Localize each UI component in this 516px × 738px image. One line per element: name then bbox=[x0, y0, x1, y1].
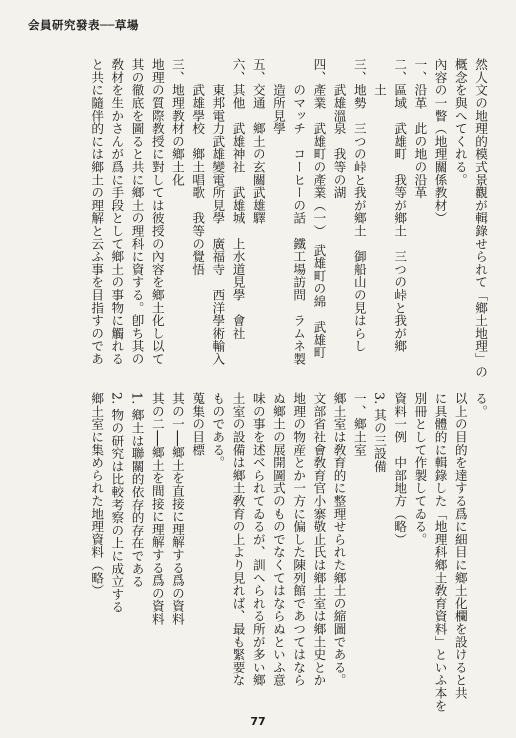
text-column: 味の事を述べられてゐるが、訓へられる所が多い鄉 bbox=[250, 392, 266, 687]
page-number: 77 bbox=[250, 715, 266, 728]
text-column: 內容の一瞥（地理關係教材） bbox=[432, 58, 448, 225]
text-column: 二、區域 武雄町 我等が鄉土 三つの峠と我が鄉 bbox=[392, 58, 408, 353]
text-column: 武雄溫泉 我等の湖 bbox=[331, 58, 347, 199]
text-column: ものである。 bbox=[210, 392, 226, 469]
text-column: ぬ鄉土の展開圖式のものでなくてはならぬといふ意 bbox=[270, 392, 286, 687]
text-column: 3. 其の三設備 bbox=[371, 392, 387, 473]
text-column: 一、鄉土室 bbox=[351, 392, 367, 456]
text-column: 概念を與へてくれる。 bbox=[452, 58, 468, 186]
text-column: 資料一例 中部地方（略） bbox=[392, 392, 408, 546]
text-column: 三、地理教材の鄉土化 bbox=[169, 58, 185, 186]
text-column: 武雄學校 鄉土唱歌 我等の覺悟 bbox=[190, 58, 206, 276]
text-column: 鄉土室に集められた地理資料（略） bbox=[89, 392, 105, 597]
running-header: 会員研究發表──草場 bbox=[28, 18, 139, 32]
text-column: と共に隨伴的には鄉土の理解と云ふ事を目指すのであ bbox=[89, 58, 105, 366]
text-column: 其の徹底を圖ると共に鄉土の理科に資する。卽ち其の bbox=[129, 58, 145, 366]
text-column: 其の二──鄉土を間接に理解する爲の資料 bbox=[149, 392, 165, 626]
text-column: 地理の質際教授に對しては彼授の內容を鄉土化し以て bbox=[149, 58, 165, 366]
text-column: 土 bbox=[371, 58, 387, 97]
text-column: 六、其他 武雄神社 武雄城 上水道見學 會社 bbox=[230, 58, 246, 340]
text-column: 其の一──鄉土を直接に理解する爲の資料 bbox=[169, 392, 185, 626]
text-column: に具體的に輯錄した「地理科鄉土敎育資料」といふ本を bbox=[432, 392, 448, 712]
text-column: 敎材を生かさんが爲に手段として鄉土の事物に觸れる bbox=[109, 58, 125, 366]
text-column: 蒐集の目標 bbox=[190, 392, 206, 456]
upper-text-block bbox=[86, 58, 490, 378]
text-column: 2. 物の研究は比較考察の上に成立する bbox=[109, 392, 125, 614]
text-column: 以上の目的を達する爲に細目に鄉土化欄を設けると共 bbox=[452, 392, 468, 700]
lower-text-block bbox=[86, 392, 490, 710]
text-column: 然人文の地理的模式景觀が輯錄せられて「鄉土地理」の bbox=[473, 58, 488, 378]
text-column: 1. 鄉土は聯關的依存的存在である bbox=[129, 392, 145, 588]
text-column: 一、沿革 此の地の沿革 bbox=[412, 58, 428, 199]
text-column: 東邦電力武雄變電所見學 廣福寺 西洋學術輸入 bbox=[210, 58, 226, 366]
text-column: 鄉土室は敎育的に整理せられた鄉土の縮圖である。 bbox=[331, 392, 347, 687]
text-column: 三、地勢 三つの峠と我が鄉土 御船山の見はらし bbox=[351, 58, 367, 353]
text-column: 五、交通 鄉土の玄關武雄驛 bbox=[250, 58, 266, 225]
text-column: る。 bbox=[473, 392, 488, 418]
text-column: 四、產業 武雄町の產業（一） 武雄町の綿 武雄町 bbox=[311, 58, 327, 359]
text-column: 別冊として作製してゐる。 bbox=[412, 392, 428, 546]
text-column: 文部省社會敎育官小寨敬止氏は鄉土室は鄉土史とか bbox=[311, 392, 327, 687]
text-column: 造所見學 bbox=[270, 58, 286, 135]
text-column: 土室の設備は鄉土敎育の上より見れば、最も緊要な bbox=[230, 392, 246, 687]
text-column: のマッチ コーヒーの話 鐵工場訪問 ラムネ製 bbox=[291, 58, 307, 366]
text-column: 地理の物産とか一方に偏した陳列館であつてはなら bbox=[291, 392, 307, 687]
